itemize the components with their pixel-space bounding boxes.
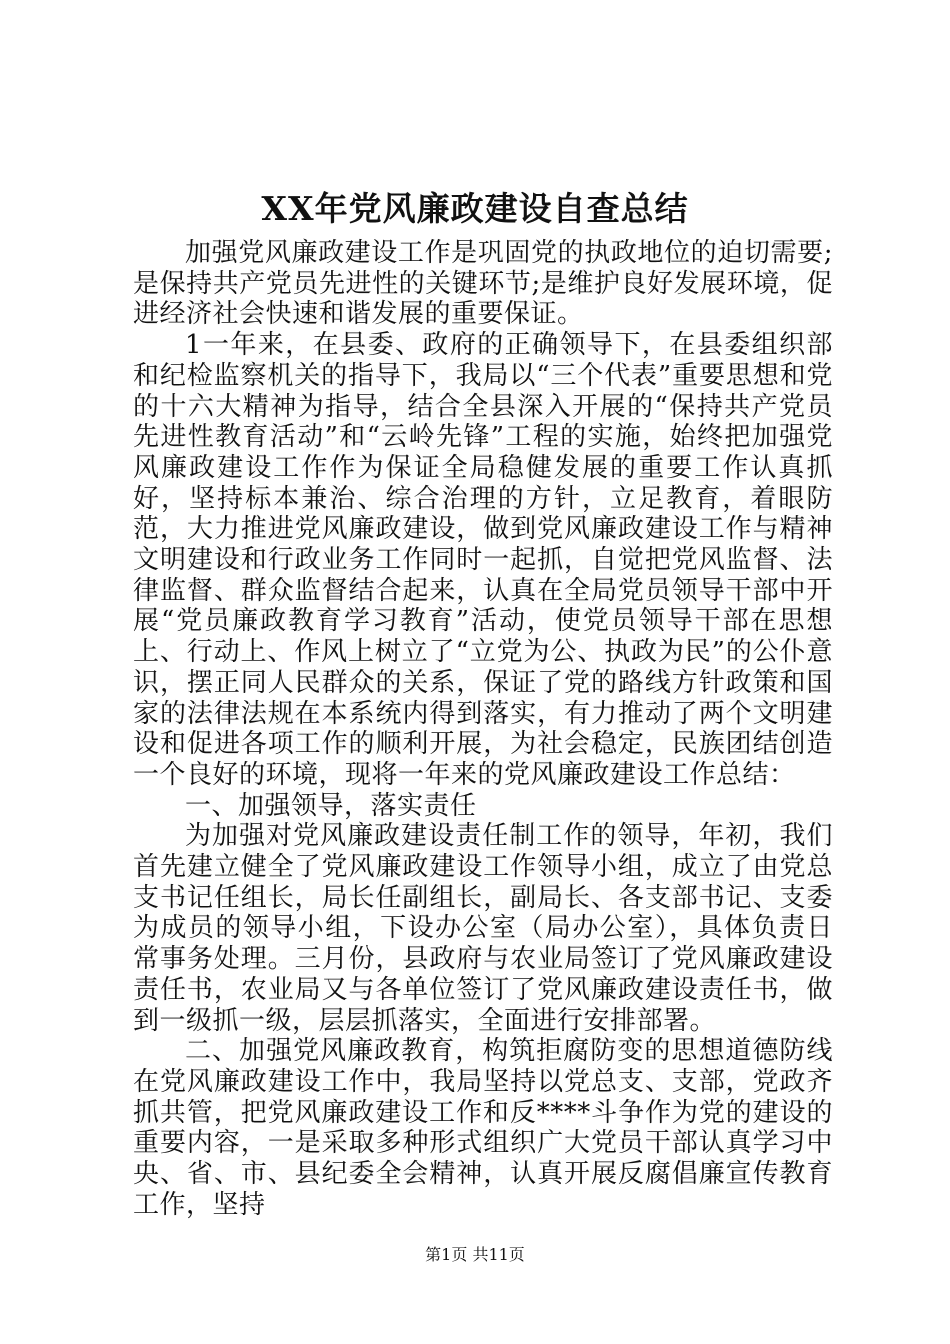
document-title: XX年党风廉政建设自查总结 <box>261 189 689 228</box>
paragraph-education: 二、加强党风廉政教育，构筑拒腐防变的思想道德防线在党风廉政建设工作中，我局坚持以党总支、支部，党政齐抓共管，把党风廉政建设工作和反****斗争作为党的建设的重要内容，一是采取多种形式组织广大党员干部认真学习中央、省、市、县纪委全会精神，认真开展反腐倡廉宣传教育工作，坚持 <box>133 1036 833 1220</box>
paragraph-leadership: 为加强对党风廉政建设责任制工作的领导，年初，我们首先建立健全了党风廉政建设工作领导小组，成立了由党总支书记任组长，局长任副组长，副局长、各支部书记、支委为成员的领导小组，下设办公室（局办公室），具体负责日常事务处理。三月份，县政府与农业局签订了党风廉政建设责任书，农业局又与各单位签订了党风廉政建设责任书，做到一级抓一级，层层抓落实，全面进行安排部署。 <box>133 821 833 1036</box>
page-footer: 第1页 共11页 <box>425 1245 525 1264</box>
paragraph-overview: 1一年来，在县委、政府的正确领导下，在县委组织部和纪检监察机关的指导下，我局以“三个代表”重要思想和党的十六大精神为指导，结合全县深入开展的“保持共产党员先进性教育活动”和“云岭先锋”工程的实施，始终把加强党风廉政建设工作作为保证全局稳健发展的重要工作认真抓好，坚持标本兼治、综合治理的方针，立足教育，着眼防范，大力推进党风廉政建设，做到党风廉政建设工作与精神文明建设和行政业务工作同时一起抓，自觉把党风监督、法律监督、群众监督结合起来，认真在全局党员领导干部中开展“党员廉政教育学习教育”活动，使党员领导干部在思想上、行动上、作风上树立了“立党为公、执政为民”的公仆意识，摆正同人民群众的关系，保证了党的路线方针政策和国家的法律法规在本系统内得到落实，有力推动了两个文明建设和促进各项工作的顺利开展，为社会稳定，民族团结创造一个良好的环境，现将一年来的党风廉政建设工作总结： <box>133 330 833 790</box>
paragraph-intro: 加强党风廉政建设工作是巩固党的执政地位的迫切需要;是保持共产党员先进性的关键环节;是维护良好发展环境，促进经济社会快速和谐发展的重要保证。 <box>133 238 833 330</box>
document-body <box>133 238 833 1221</box>
section-heading-1: 一、加强领导，落实责任 <box>185 790 477 821</box>
